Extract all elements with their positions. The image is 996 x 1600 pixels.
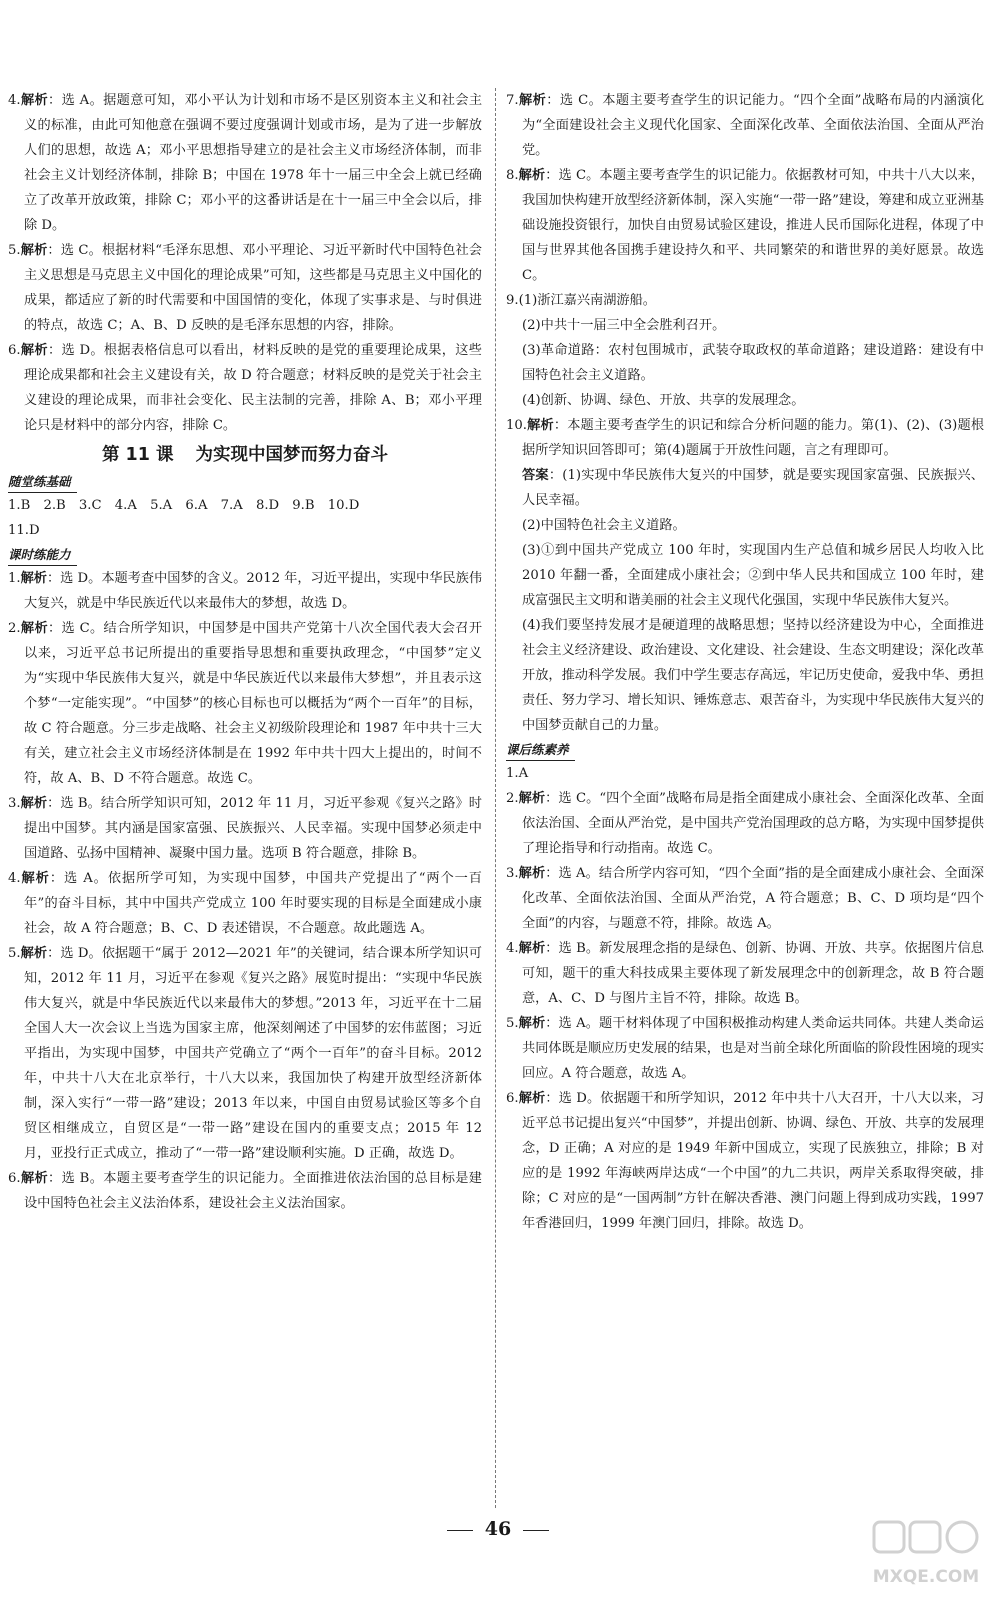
answer-item-10-answer-1: 答案：(1)实现中华民族伟大复兴的中国梦，就是要实现国家富强、民族振兴、人民幸福。 [522, 468, 984, 508]
ability-item-3: 3.解析：选 B。结合所学知识可知，2012 年 11 月，习近平参观《复兴之路》时提出中国梦。其内涵是国家富强、民族振兴、人民幸福。实现中国梦必须走中国道路、弘扬中国精神、凝聚中国力量。选项 B 符合题意，排除 B。 [8, 796, 482, 861]
answer-item-7: 7.解析：选 C。本题主要考查学生的识记能力。“四个全面”战略布局的内涵演化为“全面建设社会主义现代化国家、全面深化改革、全面依法治国、全面从严治党。 [506, 93, 985, 158]
after-item-2: 2.解析：选 C。“四个全面”战略布局是指全面建成小康社会、全面深化改革、全面依法治国、全面从严治党，是中国共产党治国理政的总方略，为实现中国梦提供了理论指导和行动指南。故选 C。 [506, 791, 985, 856]
column-divider [495, 88, 496, 1508]
answer-item-8: 8.解析：选 C。本题主要考查学生的识记能力。依据教材可知，中共十八大以来，我国加快构建开放型经济新体制，深入实施“一带一路”建设，筹建和成立亚洲基础设施投资银行，加快自由贸易试验区建设，推进人民币国际化进程，体现了中国与世界其他各国携手建设持久和平、共同繁荣的和谐世界的美好愿景。故选 C。 [506, 168, 985, 283]
section-label-basic: 随堂练基础 [8, 472, 77, 493]
left-column [8, 88, 482, 1216]
answer-item-10-answer-4: (4)我们要坚持发展才是硬道理的战略思想；坚持以经济建设为中心，全面推进社会主义经济建设、政治建设、文化建设、社会建设、生态文明建设；深化改革开放，推动科学发展。我们中学生要志存高远，牢记历史使命，爱我中华、勇担责任、努力学习、增长知识、锤炼意志、艰苦奋斗，为实现中华民族伟大复兴的中国梦贡献自己的力量。 [522, 618, 984, 733]
lesson-title: 第 11 课 为实现中国梦而努力奋斗 [101, 445, 389, 465]
ability-item-1: 1.解析：选 D。本题考查中国梦的含义。2012 年，习近平提出，实现中华民族伟大复兴，就是中华民族近代以来最伟大的梦想，故选 D。 [8, 571, 483, 611]
answer-item-9: 9.(1)浙江嘉兴南湖游船。 [506, 293, 656, 308]
answer-item-10-answer-2: (2)中国特色社会主义道路。 [522, 518, 686, 533]
answer-item-9-part-4: (4)创新、协调、绿色、开放、共享的发展理念。 [522, 393, 805, 408]
answer-item-10: 10.解析：本题主要考查学生的识记和综合分析问题的能力。第(1)、(2)、(3)题根据所学知识回答即可；第(4)题属于开放性问题，言之有理即可。 [506, 418, 985, 458]
answer-item-6: 6.解析：选 D。根据表格信息可以看出，材料反映的是党的重要理论成果，这些理论成果都和社会主义建设有关，故 D 符合题意；材料反映的是党关于社会主义建设的理论成果，而非社会变化、民主法制的完善，排除 A、B；邓小平理论只是材料中的部分内容，排除 C。 [8, 343, 482, 433]
answer-item-9-part-3: (3)革命道路：农村包围城市，武装夺取政权的革命道路；建设道路：建设有中国特色社会主义道路。 [522, 343, 984, 383]
quick-answers-row: 1.B 2.B 3.C 4.A 5.A 6.A 7.A 8.D 9.B 10.D 11.D [8, 498, 360, 538]
section-label-after: 课后练素养 [506, 740, 575, 761]
after-item-6: 6.解析：选 D。依据题干和所学知识，2012 年中共十八大召开，十八大以来，习近平总书记提出复兴“中国梦”，并提出创新、协调、绿色、开放、共享的发展理念，D 正确；A 对应的是 1949 年新中国成立，实现了民族独立，排除；B 对应的是 1992 年海峡两岸达成“一个中国”的九二共识，两岸关系取得突破，排除；C 对应的是“一国两制”方针在解决香港、澳门问题上得到成功实践，1997 年香港回归，1999 年澳门回归，排除。故选 D。 [506, 1091, 985, 1231]
answer-item-5: 5.解析：选 C。根据材料“毛泽东思想、邓小平理论、习近平新时代中国特色社会主义思想是马克思主义中国化的理论成果”可知，这些都是马克思主义中国化的成果，都适应了新的时代需要和中国国情的变化，体现了实事求是、与时俱进的特点，故选 C；A、B、D 反映的是毛泽东思想的内容，排除。 [8, 243, 482, 333]
ability-item-4: 4.解析：选 A。依据所学可知，为实现中国梦，中国共产党提出了“两个一百年”的奋斗目标，其中中国共产党成立 100 年时要实现的目标是全面建成小康社会，故 A 符合题意；B、C、D 表述错误，不合题意。故此题选 A。 [8, 871, 482, 936]
page-number: 46 [0, 1518, 996, 1540]
watermark-text: MXQE.COM [872, 1567, 980, 1587]
after-item-5: 5.解析：选 A。题干材料体现了中国积极推动构建人类命运共同体。共建人类命运共同体既是顺应历史发展的结果，也是对当前全球化所面临的阶段性困境的现实回应。A 符合题意，故选 A。 [506, 1016, 984, 1081]
ability-item-6: 6.解析：选 B。本题主要考查学生的识记能力。全面推进依法治国的总目标是建设中国特色社会主义法治体系，建设社会主义法治国家。 [8, 1171, 482, 1211]
ability-item-2: 2.解析：选 C。结合所学知识，中国梦是中国共产党第十八次全国代表大会召开以来，习近平总书记所提出的重要指导思想和重要执政理念，“中国梦”定义为“实现中华民族伟大复兴，就是中华民族近代以来最伟大梦想”，并且表示这个梦“一定能实现”。“中国梦”的核心目标也可以概括为“两个一百年”的目标，故 C 符合题意。分三步走战略、社会主义初级阶段理论和 1987 年中共十三大有关，建立社会主义市场经济体制是在 1992 年中共十四大上提出的，时间不符，故 A、B、D 不符合题意。故选 C。 [8, 621, 483, 786]
answer-item-9-part-2: (2)中共十一届三中全会胜利召开。 [522, 318, 726, 333]
after-item-3: 3.解析：选 A。结合所学内容可知，“四个全面”指的是全面建成小康社会、全面深化改革、全面依法治国、全面从严治党，A 符合题意；B、C、D 项均是“四个全面”的内容，与题意不符，排除。故选 A。 [506, 866, 984, 931]
section-label-ability: 课时练能力 [8, 545, 77, 566]
watermark-logo-icon [870, 1518, 982, 1590]
after-item-4: 4.解析：选 B。新发展理念指的是绿色、创新、协调、开放、共享。依据图片信息可知，题干的重大科技成果主要体现了新发展理念中的创新理念，故 B 符合题意，A、C、D 与图片主旨不符，排除。故选 B。 [506, 941, 984, 1006]
after-item-1: 1.A [506, 766, 529, 781]
ability-item-5: 5.解析：选 D。依据题干“属于 2012—2021 年”的关键词，结合课本所学知识可知，2012 年 11 月，习近平在参观《复兴之路》展览时提出：“实现中华民族伟大复兴，就是中华民族近代以来最伟大的梦想。”2013 年，习近平在十二届全国人大一次会议上当选为国家主席，他深刻阐述了中国梦的宏伟蓝图；习近平指出，为实现中国梦，中国共产党确立了“两个一百年”的奋斗目标。2012 年，中共十八大在北京举行，十八大以来，我国加快了构建开放型经济新体制，深入实行“一带一路”建设；2013 年以来，中国自由贸易试验区等多个自贸区相继成立，自贸区是“一带一路”建设在国内的重要支点；2015 年 12 月，亚投行正式成立，推动了“一带一路”建设顺利实施。D 正确，故选 D。 [8, 946, 482, 1161]
right-column [506, 88, 984, 1236]
answer-item-10-answer-3: (3)①到中国共产党成立 100 年时，实现国内生产总值和城乡居民人均收入比 2010 年翻一番，全面建成小康社会；②到中华人民共和国成立 100 年时，建成富强民主文明和谐美丽的社会主义现代化强国，实现中华民族伟大复兴。 [522, 543, 984, 608]
answer-item-4: 4.解析：选 A。据题意可知，邓小平认为计划和市场不是区别资本主义和社会主义的标准，由此可知他意在强调不要过度强调计划或市场，是为了进一步解放人们的思想，故选 A；邓小平思想指导建立的是社会主义市场经济体制，而非社会主义计划经济体制，排除 B；中国在 1978 年十一届三中全会上就已经确立了改革开放政策，排除 C；邓小平的这番讲话是在十一届三中全会以后，排除 D。 [8, 93, 483, 233]
